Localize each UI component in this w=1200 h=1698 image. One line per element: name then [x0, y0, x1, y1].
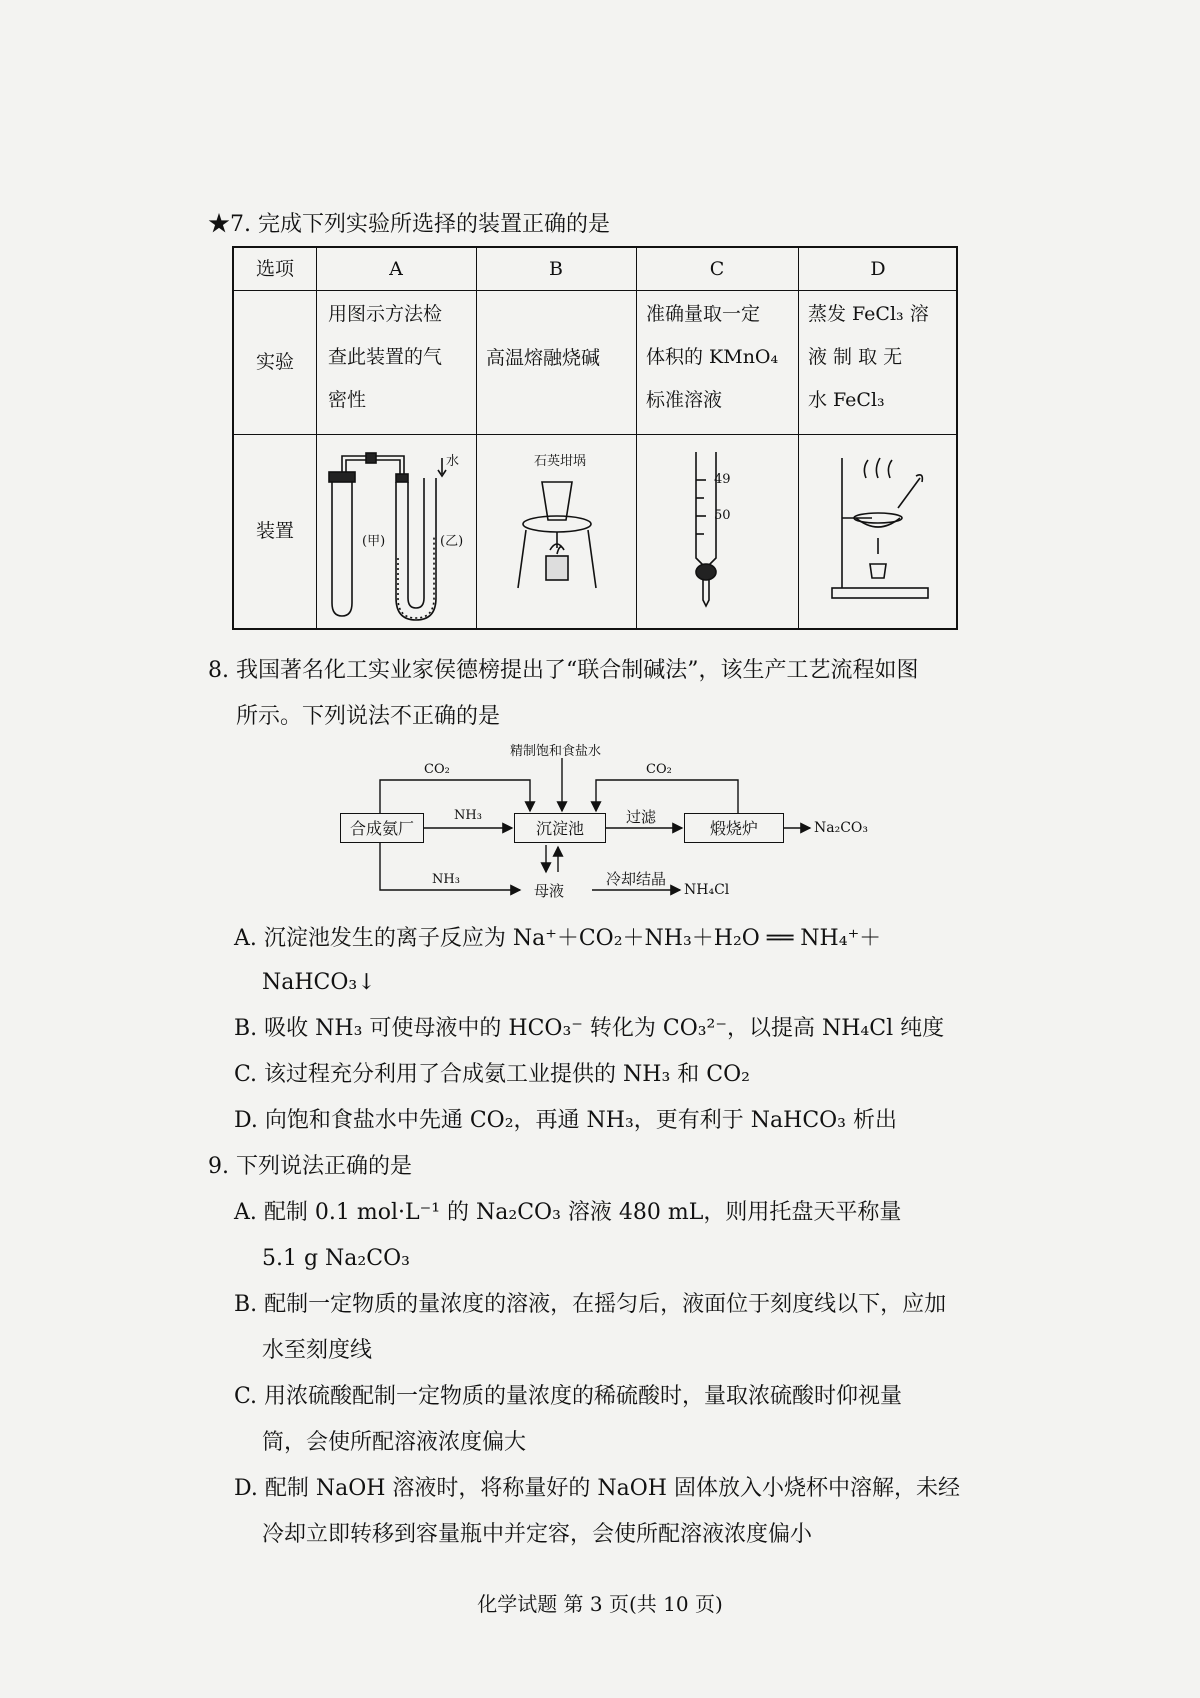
label-nh4cl: NH₄Cl: [684, 882, 730, 898]
label-jia: (甲): [362, 534, 386, 549]
row-device-label: 装置: [255, 520, 294, 542]
q8-option-c: C. 该过程充分利用了合成氨工业提供的 NH₃ 和 CO₂: [234, 1062, 750, 1087]
label-brine: 精制饱和食盐水: [510, 744, 602, 759]
q7-title: ★7. 完成下列实验所选择的装置正确的是: [208, 212, 610, 237]
label-yi: (乙): [440, 534, 464, 549]
label-crucible: 石英坩埚: [534, 454, 587, 469]
q8-title-line2: 所示。下列说法不正确的是: [236, 704, 501, 729]
tick-49: 49: [714, 472, 731, 487]
d-exp-line3: 水 FeCl₃: [808, 389, 885, 411]
tick-50: 50: [714, 508, 731, 523]
q7-table: [232, 246, 958, 630]
q8-option-a-line1: A. 沉淀池发生的离子反应为 Na⁺＋CO₂＋NH₃＋H₂O ══ NH₄⁺＋: [234, 926, 882, 951]
a-exp-line1: 用图示方法检: [328, 303, 443, 325]
q8-option-d: D. 向饱和食盐水中先通 CO₂，再通 NH₃，更有利于 NaHCO₃ 析出: [234, 1108, 897, 1133]
c-exp-line2: 体积的 KMnO₄: [646, 346, 779, 368]
header-a: A: [389, 258, 403, 280]
a-exp-line2: 查此装置的气: [328, 346, 443, 368]
header-d: D: [870, 258, 886, 280]
evaporation-figure: [802, 438, 956, 628]
label-co2-left: CO₂: [424, 762, 450, 777]
box-furnace: 煅烧炉: [684, 813, 784, 843]
q9-option-b-line1: B. 配制一定物质的量浓度的溶液，在摇匀后，液面位于刻度线以下，应加: [234, 1292, 947, 1317]
b-exp-line1: 高温熔融烧碱: [486, 347, 601, 369]
d-exp-line1: 蒸发 FeCl₃ 溶: [808, 303, 929, 325]
q9-option-b-line2: 水至刻度线: [262, 1338, 373, 1363]
label-cool-crystallize: 冷却结晶: [606, 870, 667, 888]
burette-figure: [640, 438, 796, 628]
box-ammonia-plant: 合成氨厂: [340, 813, 424, 843]
q9-option-c-line1: C. 用浓硫酸配制一定物质的量浓度的稀硫酸时，量取浓硫酸时仰视量: [234, 1384, 903, 1409]
soda-process-flowchart: [340, 740, 880, 910]
row-experiment-label: 实验: [255, 351, 294, 373]
q9-option-a-line1: A. 配制 0.1 mol·L⁻¹ 的 Na₂CO₃ 溶液 480 mL，则用托盘天平称量: [234, 1200, 902, 1225]
label-co2-right: CO₂: [646, 762, 672, 777]
q9-title: 9. 下列说法正确的是: [208, 1154, 412, 1179]
a-exp-line3: 密性: [328, 389, 367, 411]
c-exp-line1: 准确量取一定: [646, 303, 761, 325]
header-c: C: [709, 258, 725, 280]
c-exp-line3: 标准溶液: [646, 389, 723, 411]
box-precipitation-tank: 沉淀池: [514, 813, 606, 843]
label-filter: 过滤: [626, 808, 657, 826]
d-exp-line2: 液 制 取 无: [808, 346, 903, 368]
label-mother-liquor: 母液: [534, 882, 565, 900]
q8-title-line1: 8. 我国著名化工实业家侯德榜提出了“联合制碱法”，该生产工艺流程如图: [208, 658, 919, 683]
label-nh3-bottom: NH₃: [432, 872, 460, 887]
q9-option-d-line2: 冷却立即转移到容量瓶中并定容，会使所配溶液浓度偏小: [262, 1522, 813, 1547]
q9-option-a-line2: 5.1 g Na₂CO₃: [262, 1246, 410, 1271]
header-b: B: [549, 258, 563, 280]
label-na2co3: Na₂CO₃: [814, 820, 869, 836]
label-water: 水: [446, 454, 460, 469]
page-footer: 化学试题 第 3 页(共 10 页): [477, 1592, 723, 1616]
label-nh3-top: NH₃: [454, 808, 482, 823]
q8-option-a-line2: NaHCO₃↓: [262, 970, 376, 995]
header-option: 选项: [255, 258, 294, 280]
q9-option-d-line1: D. 配制 NaOH 溶液时，将称量好的 NaOH 固体放入小烧杯中溶解，未经: [234, 1476, 960, 1501]
q8-option-b: B. 吸收 NH₃ 可使母液中的 HCO₃⁻ 转化为 CO₃²⁻，以提高 NH₄Cl 纯度: [234, 1016, 945, 1041]
q9-option-c-line2: 筒，会使所配溶液浓度偏大: [262, 1430, 527, 1455]
